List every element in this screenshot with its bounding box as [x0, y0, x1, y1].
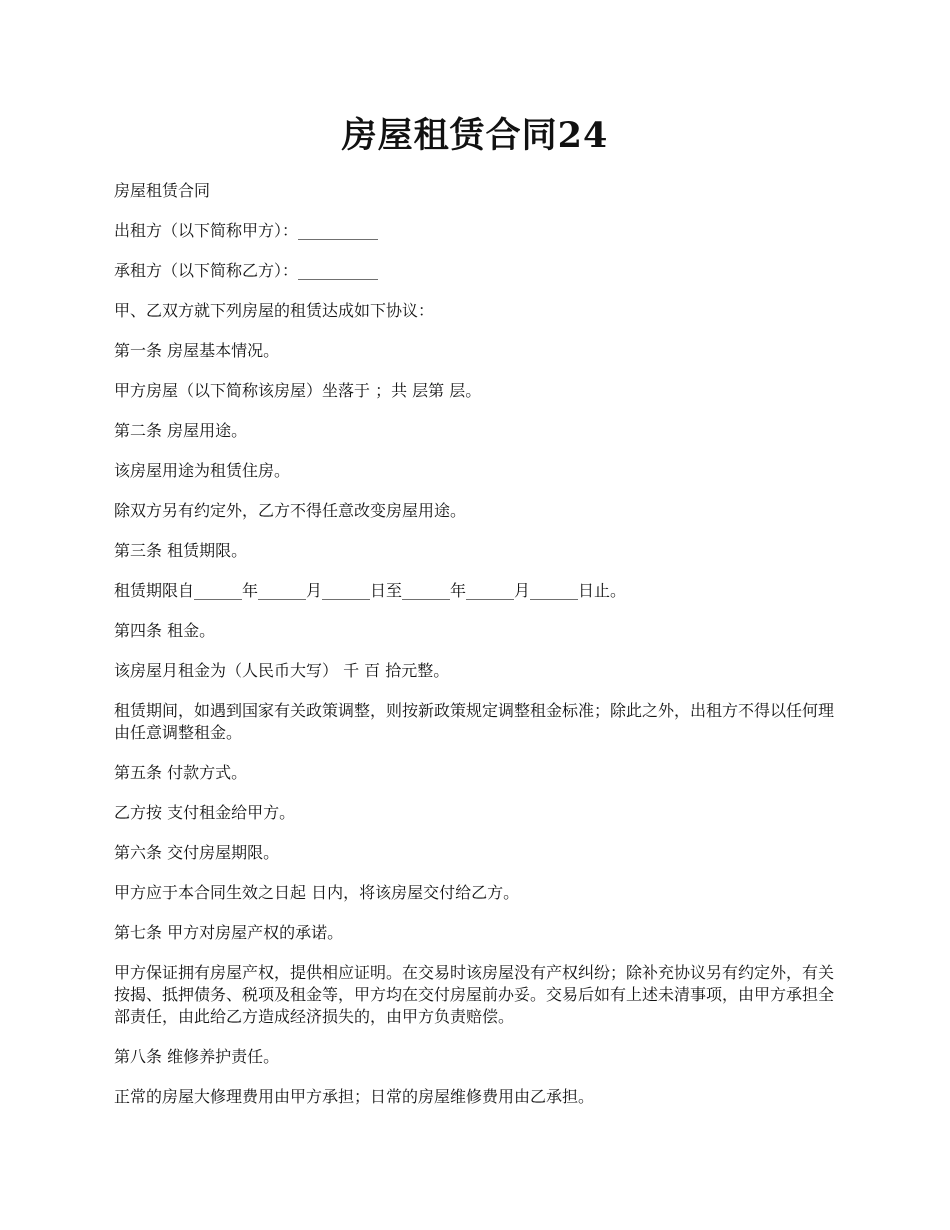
section-heading: 第八条 维修养护责任。	[114, 1047, 280, 1066]
paragraph: 房屋租赁合同	[114, 181, 211, 200]
section-heading: 第二条 房屋用途。	[114, 421, 248, 440]
section-heading: 第五条 付款方式。	[114, 763, 248, 782]
section-heading: 第四条 租金。	[114, 621, 216, 640]
paragraph: 除双方另有约定外，乙方不得任意改变房屋用途。	[114, 501, 467, 520]
section-heading: 第六条 交付房屋期限。	[114, 843, 280, 862]
paragraph: 租赁期限自______年______月______日至______年______月______日止。	[114, 581, 627, 600]
paragraph: 出租方（以下简称甲方）：__________	[114, 221, 379, 240]
section-heading: 第三条 租赁期限。	[114, 541, 248, 560]
document-title: 房屋租赁合同24	[341, 115, 609, 156]
paragraph: 该房屋用途为租赁住房。	[114, 461, 291, 480]
paragraph: 甲方应于本合同生效之日起 日内，将该房屋交付给乙方。	[114, 883, 520, 902]
paragraph: 租赁期间，如遇到国家有关政策调整，则按新政策规定调整租金标准；除此之外，出租方不得以任何理由任意调整租金。	[114, 701, 835, 742]
paragraph: 甲方房屋（以下简称该房屋）坐落于 ；共 层第 层。	[114, 381, 482, 400]
document-body	[114, 180, 844, 1126]
paragraph: 甲、乙双方就下列房屋的租赁达成如下协议：	[114, 301, 435, 320]
paragraph: 该房屋月租金为（人民币大写） 千 百 拾元整。	[114, 661, 450, 680]
paragraph: 正常的房屋大修理费用由甲方承担；日常的房屋维修费用由乙承担。	[114, 1087, 595, 1106]
paragraph: 乙方按 支付租金给甲方。	[114, 803, 296, 822]
section-heading: 第七条 甲方对房屋产权的承诺。	[114, 923, 344, 942]
section-heading: 第一条 房屋基本情况。	[114, 341, 280, 360]
paragraph: 甲方保证拥有房屋产权，提供相应证明。在交易时该房屋没有产权纠纷；除补充协议另有约定外，有关按揭、抵押债务、税项及租金等，甲方均在交付房屋前办妥。交易后如有上述未清事项，由甲方承担全部责任，由此给乙方造成经济损失的，由甲方负责赔偿。	[114, 963, 835, 1026]
paragraph: 承租方（以下简称乙方）：__________	[114, 261, 379, 280]
